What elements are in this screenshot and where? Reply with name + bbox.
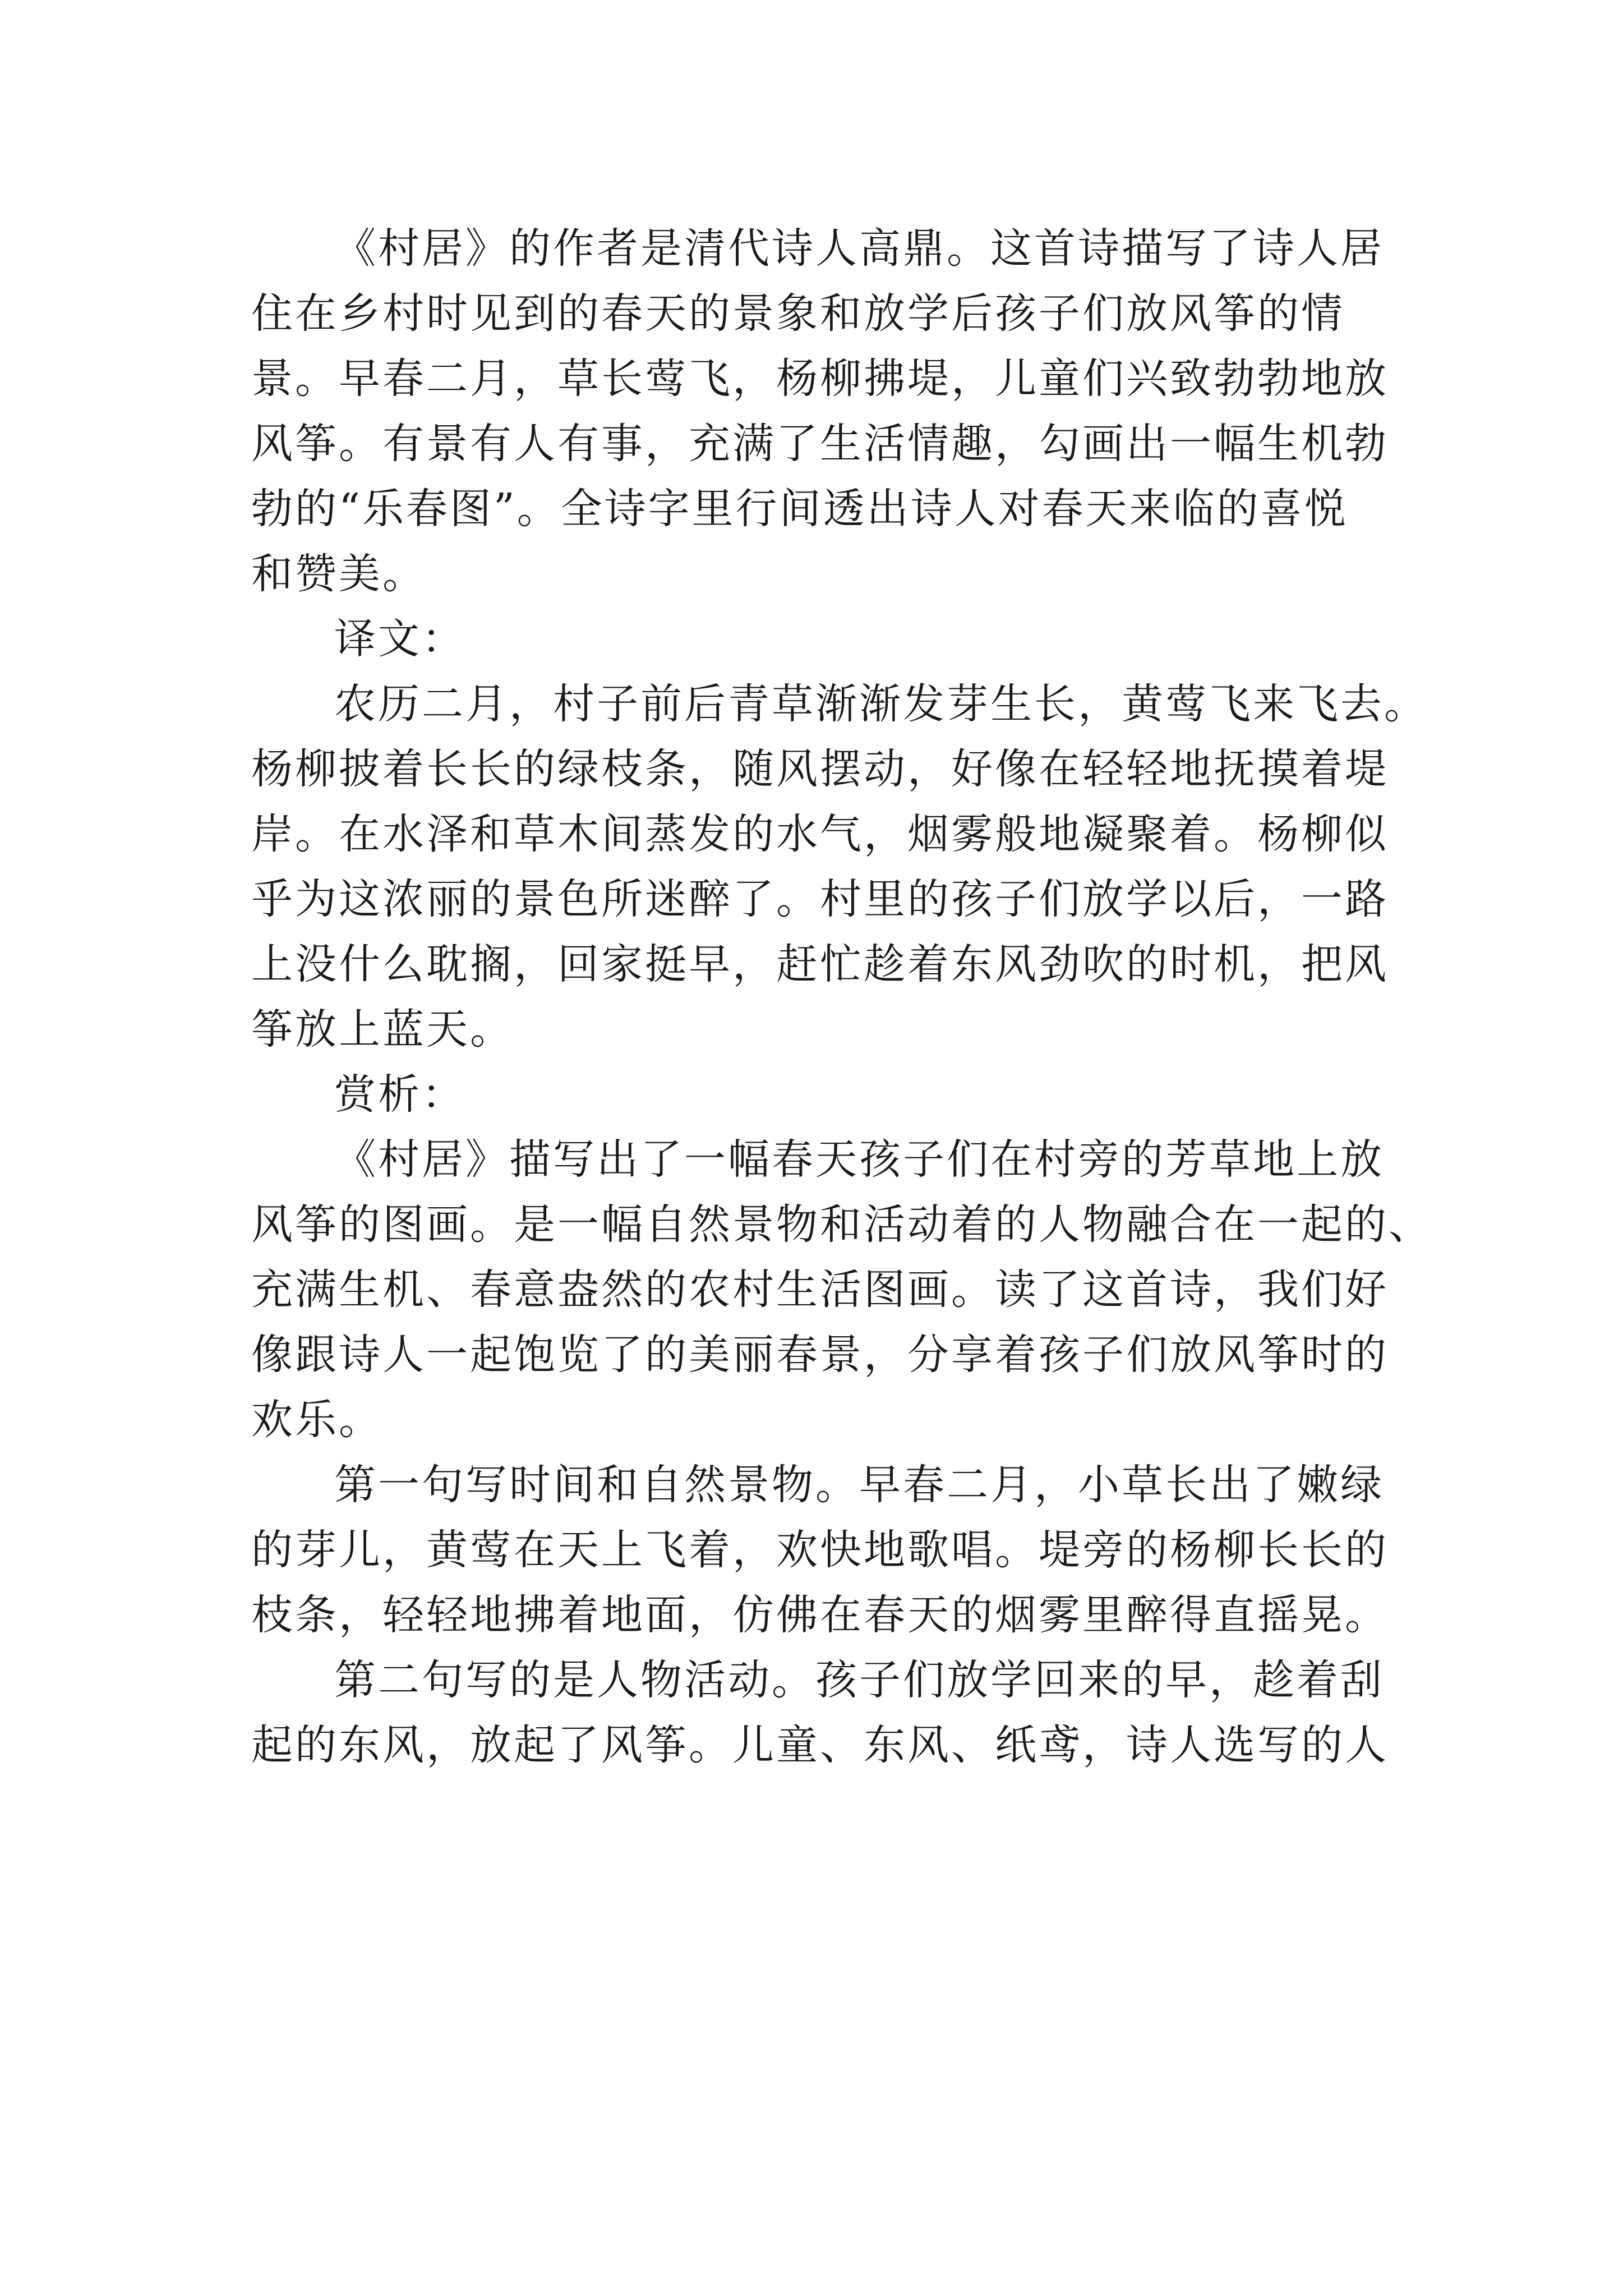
text-line: 《村居》的作者是清代诗人高鼎。这首诗描写了诗人居 xyxy=(334,224,1384,273)
text-line: 住在乡村时见到的春天的景象和放学后孩子们放风筝的情 xyxy=(251,289,1345,338)
paragraph xyxy=(251,1648,1389,1778)
text-line: 《村居》描写出了一幅春天孩子们在村旁的芳草地上放 xyxy=(334,1135,1384,1184)
paragraph xyxy=(251,1452,1389,1648)
text-line: 风筝。有景有人有事，充满了生活情趣，勾画出一幅生机勃 xyxy=(251,420,1389,468)
text-line: 岸。在水泽和草木间蒸发的水气，烟雾般地凝聚着。杨柳似 xyxy=(251,810,1389,858)
text-line: 赏析： xyxy=(334,1070,465,1119)
text-line: 上没什么耽搁，回家挺早，赶忙趁着东风劲吹的时机，把风 xyxy=(251,940,1389,988)
paragraph xyxy=(251,1062,1373,1127)
paragraph xyxy=(251,671,1428,1062)
document-page xyxy=(251,216,1432,1778)
text-line: 杨柳披着长长的绿枝条，随风摆动，好像在轻轻地抚摸着堤 xyxy=(251,745,1389,793)
text-line: 乎为这浓丽的景色所迷醉了。村里的孩子们放学以后，一路 xyxy=(251,875,1389,923)
paragraph xyxy=(251,1127,1432,1452)
text-line: 第一句写时间和自然景物。早春二月，小草长出了嫩绿 xyxy=(334,1461,1384,1509)
text-line: 第二句写的是人物活动。孩子们放学回来的早，趁着刮 xyxy=(334,1656,1384,1704)
text-line: 景。早春二月，草长莺飞，杨柳拂堤，儿童们兴致勃勃地放 xyxy=(251,355,1389,403)
text-line: 起的东风，放起了风筝。儿童、东风、纸鸢，诗人选写的人 xyxy=(251,1721,1389,1769)
text-line: 充满生机、春意盎然的农村生活图画。读了这首诗，我们好 xyxy=(251,1266,1389,1314)
text-line: 勃的“乐春图”。全诗字里行间透出诗人对春天来临的喜悦 xyxy=(251,485,1348,533)
text-line: 欢乐。 xyxy=(251,1396,382,1444)
text-line: 和赞美。 xyxy=(251,550,426,598)
text-line: 风筝的图画。是一幅自然景物和活动着的人物融合在一起的、 xyxy=(251,1200,1432,1249)
text-line: 农历二月，村子前后青草渐渐发芽生长，黄莺飞来飞去。 xyxy=(334,680,1428,728)
text-line: 像跟诗人一起饱览了的美丽春景，分享着孩子们放风筝时的 xyxy=(251,1331,1389,1379)
text-line: 枝条，轻轻地拂着地面，仿佛在春天的烟雾里醉得直摇晃。 xyxy=(251,1591,1389,1639)
text-line: 的芽儿，黄莺在天上飞着，欢快地歌唱。堤旁的杨柳长长的 xyxy=(251,1526,1389,1574)
text-line: 筝放上蓝天。 xyxy=(251,1005,514,1053)
paragraph xyxy=(251,606,1373,671)
text-line: 译文： xyxy=(334,615,465,663)
paragraph xyxy=(251,216,1389,606)
